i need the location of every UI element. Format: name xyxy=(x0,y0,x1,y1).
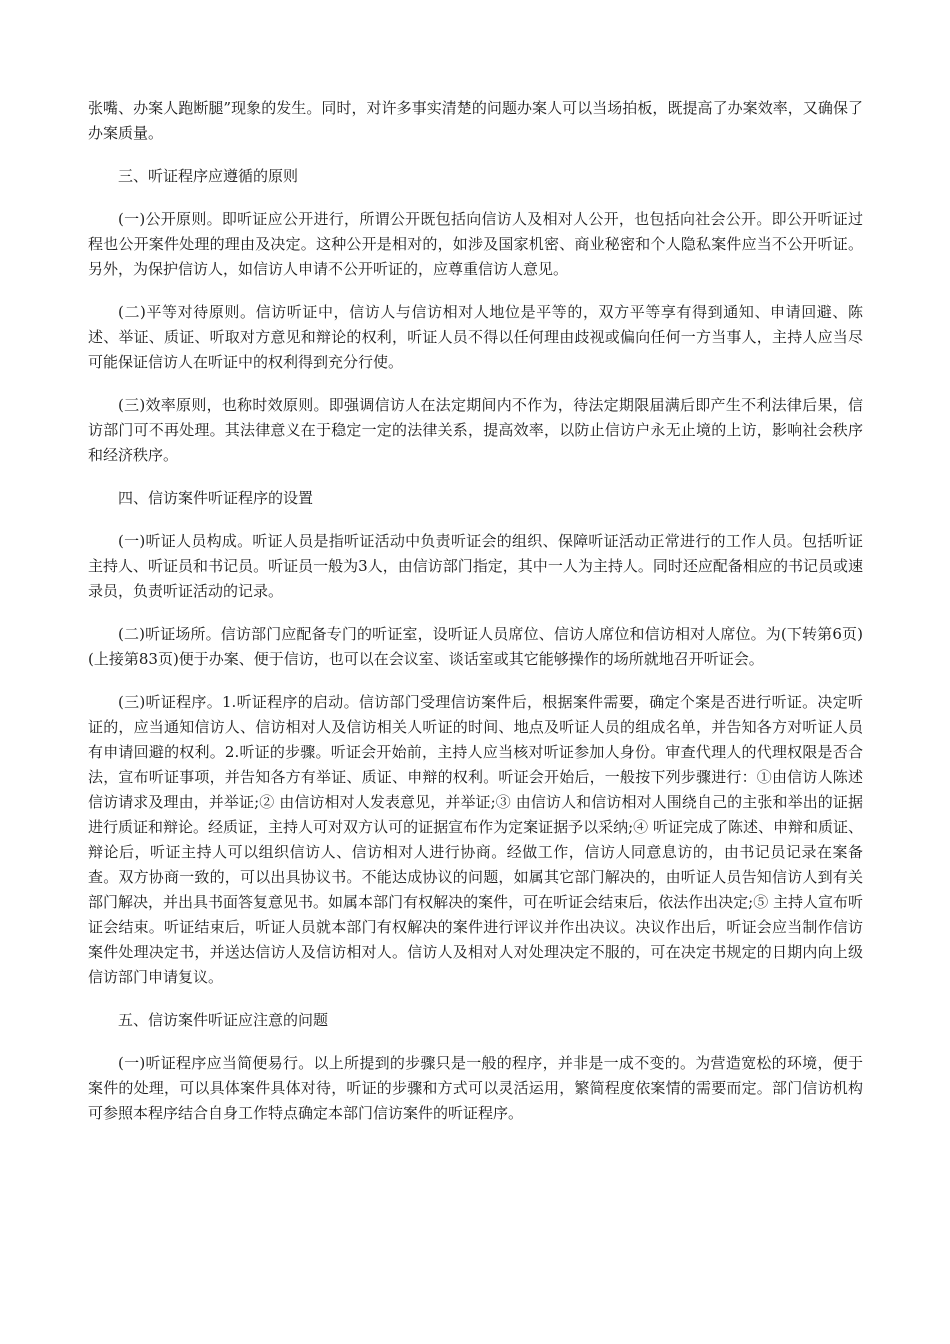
paragraph-hearing-venue: (二)听证场所。信访部门应配备专门的听证室，设听证人员席位、信访人席位和信访相对人席位。为(下转第6页)(上接第83页)便于办案、便于信访，也可以在会议室、谈话室或其它能够操作的场所就地召开听证会。 xyxy=(88,625,863,668)
paragraph-hearing-procedure: (三)听证程序。1.听证程序的启动。信访部门受理信访案件后，根据案件需要，确定个案是否进行听证。决定听证的，应当通知信访人、信访相对人及信访相关人听证的时间、地点及听证人员的组成名单，并告知各方对听证人员有申请回避的权利。2.听证的步骤。听证会开始前，主持人应当核对听证参加人身份。审查代理人的代理权限是否合法，宣布听证事项，并告知各方有举证、质证、申辩的权利。听证会开始后，一般按下列步骤进行：①由信访人陈述信访请求及理由，并举证;② 由信访相对人发表意见，并举证;③ 由信访人和信访相对人围绕自己的主张和举出的证据进行质证和辩论。经质证，主持人可对双方认可的证据宣布作为定案证据予以采纳;④ 听证完成了陈述、申辩和质证、辩论后，听证主持人可以组织信访人、信访相对人进行协商。经做工作，信访人同意息访的，由书记员记录在案备查。双方协商一致的，可以出具协议书。不能达成协议的问题，如属其它部门解决的，由听证人员告知信访人到有关部门解决，并出具书面答复意见书。如属本部门有权解决的案件，可在听证会结束后，依法作出决定;⑤ 主持人宣布听证会结束。听证结束后，听证人员就本部门有权解决的案件进行评议并作出决议。决议作出后，听证会应当制作信访案件处理决定书，并送达信访人及信访相对人。信访人及相对人对处理决定不服的，可在决定书规定的日期内向上级信访部门申请复议。 xyxy=(88,693,863,986)
paragraph-openness-principle: (一)公开原则。即听证应公开进行，所谓公开既包括向信访人及相对人公开，也包括向社会公开。即公开听证过程也公开案件处理的理由及决定。这种公开是相对的，如涉及国家机密、商业秘密和个人隐私案件应当不公开听证。另外，为保护信访人，如信访人申请不公开听证的，应尊重信访人意见。 xyxy=(88,210,863,278)
paragraph-hearing-personnel: (一)听证人员构成。听证人员是指听证活动中负责听证会的组织、保障听证活动正常进行的工作人员。包括听证主持人、听证员和书记员。听证员一般为3人，由信访部门指定，其中一人为主持人。同时还应配备相应的书记员或速录员，负责听证活动的记录。 xyxy=(88,532,863,600)
section-heading-5: 五、信访案件听证应注意的问题 xyxy=(118,1011,329,1029)
paragraph-efficiency-principle: (三)效率原则，也称时效原则。即强调信访人在法定期间内不作为，待法定期限届满后即产生不利法律后果，信访部门可不再处理。其法律意义在于稳定一定的法律关系，提高效率，以防止信访户永无止境的上访，影响社会秩序和经济秩序。 xyxy=(88,396,863,464)
section-heading-4: 四、信访案件听证程序的设置 xyxy=(118,489,314,507)
section-heading-3: 三、听证程序应遵循的原则 xyxy=(118,167,299,185)
paragraph-continuation: 张嘴、办案人跑断腿”现象的发生。同时，对许多事实清楚的问题办案人可以当场拍板，既提高了办案效率，又确保了办案质量。 xyxy=(88,99,863,142)
paragraph-simple-procedure: (一)听证程序应当简便易行。以上所提到的步骤只是一般的程序，并非是一成不变的。为营造宽松的环境，便于案件的处理，可以具体案件具体对待，听证的步骤和方式可以灵活运用，繁简程度依案情的需要而定。部门信访机构可参照本程序结合自身工作特点确定本部门信访案件的听证程序。 xyxy=(88,1054,863,1122)
document-page xyxy=(88,96,863,1144)
paragraph-equality-principle: (二)平等对待原则。信访听证中，信访人与信访相对人地位是平等的，双方平等享有得到通知、申请回避、陈述、举证、质证、听取对方意见和辩论的权利，听证人员不得以任何理由歧视或偏向任何一方当事人，主持人应当尽可能保证信访人在听证中的权利得到充分行使。 xyxy=(88,303,863,371)
